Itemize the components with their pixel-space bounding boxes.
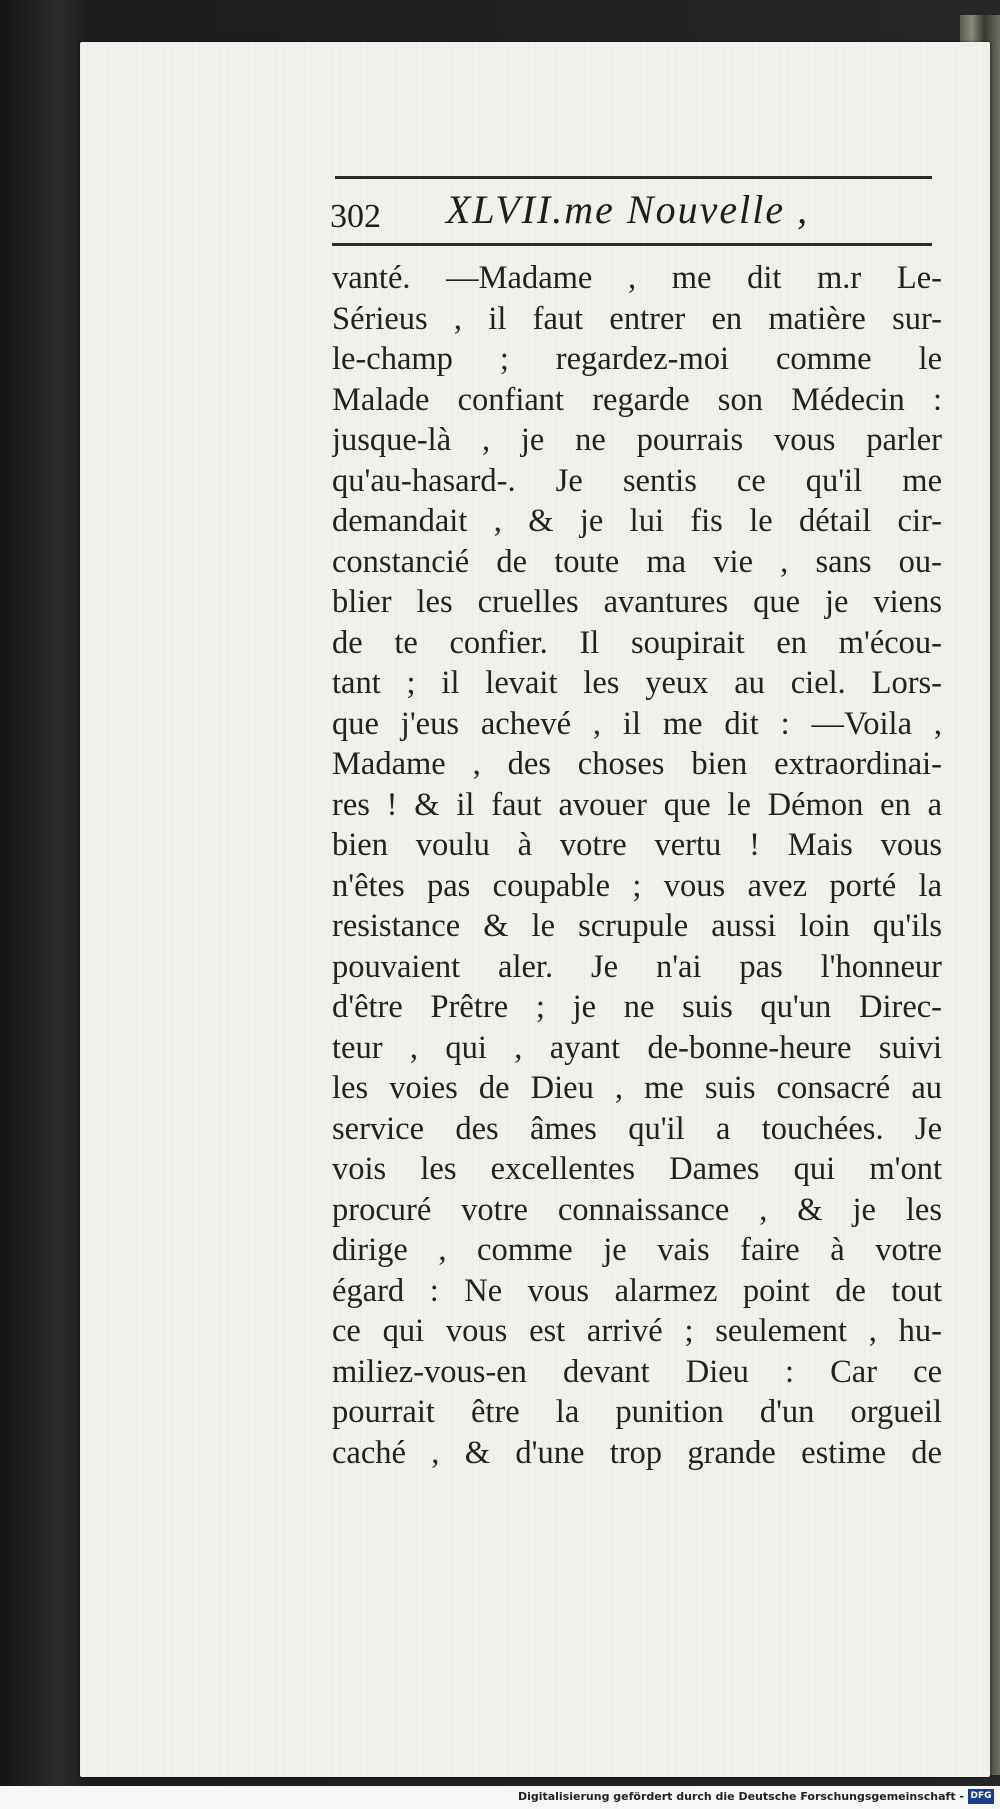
text-line: caché , & d'une trop grande estime de	[332, 1434, 942, 1471]
text-line: ce qui vous est arrivé ; seulement , hu-	[332, 1313, 942, 1349]
text-line: blier les cruelles avantures que je viens	[332, 584, 942, 620]
header-top-rule	[335, 176, 932, 179]
text-line: jusque-là , je ne pourrais vous parler	[332, 422, 942, 458]
text-line: d'être Prêtre ; je ne suis qu'un Direc-	[332, 989, 942, 1025]
text-line: vois les excellentes Dames qui m'ont	[332, 1151, 942, 1187]
header-bottom-rule	[332, 243, 932, 246]
text-line: Malade confiant regarde son Médecin :	[332, 381, 942, 418]
running-title: XLVII.me Nouvelle ,	[446, 187, 810, 232]
page-number: 302	[330, 198, 381, 235]
text-line: procuré votre connaissance , & je les	[332, 1191, 942, 1228]
text-line: qu'au-hasard-. Je sentis ce qu'il me	[332, 462, 942, 499]
text-line: que j'eus achevé , il me dit : —Voila ,	[332, 705, 942, 742]
text-line: n'êtes pas coupable ; vous avez porté la	[332, 867, 942, 904]
text-line: Sérieus , il faut entrer en matière sur-	[332, 300, 942, 337]
text-line: service des âmes qu'il a touchées. Je	[332, 1110, 942, 1147]
text-line: Madame , des choses bien extraordinai-	[332, 746, 942, 782]
text-line: pouvaient aler. Je n'ai pas l'honneur	[332, 948, 942, 985]
text-line: demandait , & je lui fis le détail cir-	[332, 503, 942, 539]
text-line: res ! & il faut avouer que le Démon en a	[332, 786, 942, 823]
text-line: dirige , comme je vais faire à votre	[332, 1232, 942, 1268]
dfg-logo: DFG	[968, 1789, 994, 1804]
text-line: miliez-vous-en devant Dieu : Car ce	[332, 1353, 942, 1390]
text-line: bien voulu à votre vertu ! Mais vous	[332, 827, 942, 863]
text-line: teur , qui , ayant de-bonne-heure suivi	[332, 1029, 942, 1066]
text-line: les voies de Dieu , me suis consacré au	[332, 1070, 942, 1106]
text-line: constancié de toute ma vie , sans ou-	[332, 543, 942, 580]
text-line: pourrait être la punition d'un orgueil	[332, 1394, 942, 1430]
text-line: de te confier. Il soupirait en m'écou-	[332, 624, 942, 661]
text-line: resistance & le scrupule aussi loin qu'ils	[332, 908, 942, 944]
text-line: tant ; il levait les yeux au ciel. Lors-	[332, 665, 942, 701]
digitization-footer	[0, 1786, 1000, 1809]
text-line: égard : Ne vous alarmez point de tout	[332, 1272, 942, 1309]
text-line: vanté. —Madame , me dit m.r Le-	[332, 260, 942, 296]
funding-credit: Digitalisierung gefördert durch die Deutsche Forschungsgemeinschaft -	[517, 1790, 964, 1803]
page-header	[330, 186, 940, 242]
page-body-text	[332, 258, 942, 1473]
text-line: le-champ ; regardez-moi comme le	[332, 341, 942, 377]
